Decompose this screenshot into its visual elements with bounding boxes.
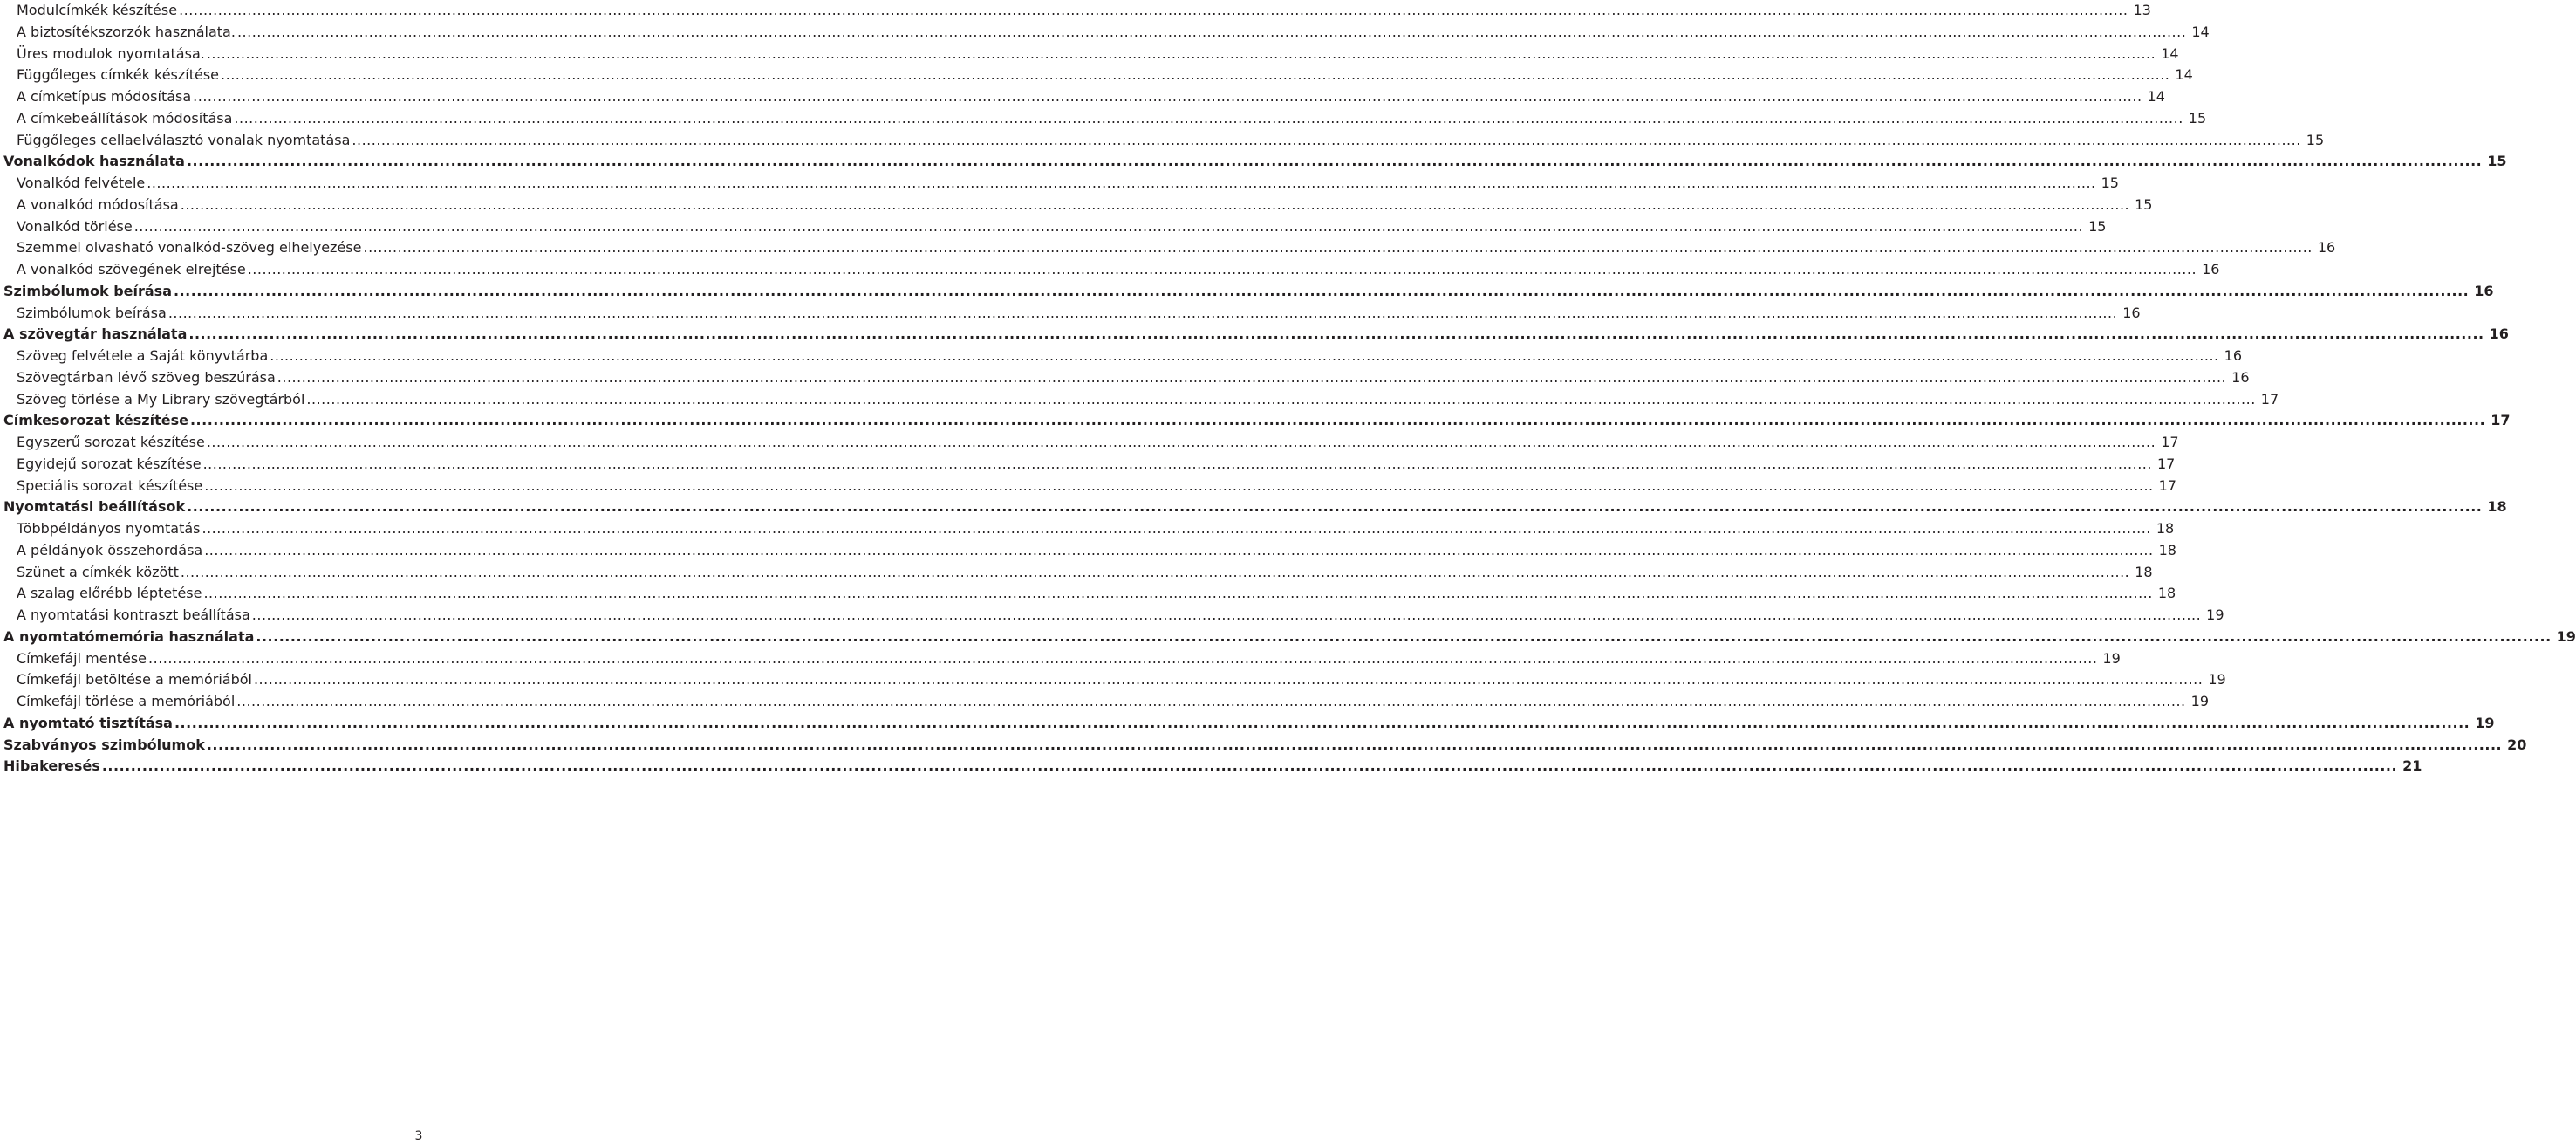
dot-leader: [254, 669, 2203, 691]
toc-entry-title: Többpéldányos nyomtatás: [17, 520, 201, 537]
toc-entry-page-number: 18: [2156, 520, 2175, 537]
dot-leader: [207, 432, 2156, 454]
dot-leader: [277, 367, 2226, 389]
toc-subsection-entry[interactable]: [3, 583, 2176, 605]
toc-entry-page-number: 14: [2175, 66, 2193, 84]
dot-leader: [181, 195, 2129, 216]
toc-subsection-entry[interactable]: [3, 86, 2165, 108]
toc-entry-page-number: 18: [2487, 498, 2507, 516]
toc-section-entry[interactable]: [3, 151, 2507, 173]
dot-leader: [203, 454, 2152, 476]
toc-subsection-entry[interactable]: [3, 237, 2336, 259]
toc-entry-page-number: 19: [2190, 693, 2209, 709]
dot-leader: [147, 173, 2095, 195]
toc-entry-title: Hibakeresés: [3, 757, 100, 775]
toc-entry-title: Függőleges címkék készítése: [17, 66, 220, 84]
toc-subsection-entry[interactable]: [3, 303, 2141, 325]
toc-entry-title: Szabványos szimbólumok: [3, 736, 205, 753]
toc-entry-title: Szövegtárban lévő szöveg beszúrása: [17, 368, 276, 386]
toc-subsection-entry[interactable]: [3, 605, 2224, 627]
toc-entry-title: Szöveg törlése a My Library szövegtárból: [17, 390, 305, 408]
toc-entry-page-number: 19: [2206, 606, 2224, 623]
toc-entry-title: A címketípus módosítása: [17, 88, 192, 105]
toc-entry-page-number: 19: [2102, 649, 2121, 667]
toc-entry-page-number: 14: [2147, 88, 2165, 105]
toc-entry-title: Címkefájl mentése: [17, 649, 147, 667]
toc-entry-title: Modulcímkék készítése: [17, 2, 178, 18]
toc-entry-title: A nyomtatási kontraszt beállítása: [17, 606, 250, 623]
toc-subsection-entry[interactable]: [3, 454, 2176, 476]
toc-subsection-entry[interactable]: [3, 130, 2325, 152]
toc-entry-title: Szöveg felvétele a Saját könyvtárba: [17, 347, 269, 364]
toc-entry-title: A példányok összehordása: [17, 541, 203, 558]
toc-entry-page-number: 15: [2487, 153, 2507, 170]
toc-entry-page-number: 18: [2158, 541, 2176, 558]
toc-entry-page-number: 17: [2491, 412, 2511, 429]
toc-entry-title: Szemmel olvasható vonalkód-szöveg elhelyezése: [17, 239, 362, 257]
toc-entry-page-number: 19: [2475, 714, 2495, 731]
dot-leader: [203, 583, 2152, 605]
page-number: 3: [414, 1129, 423, 1143]
toc-entry-title: Szimbólumok beírása: [3, 282, 172, 299]
dot-leader: [188, 324, 2484, 346]
toc-entry-page-number: 16: [2489, 325, 2509, 343]
dot-leader: [236, 691, 2185, 713]
dot-leader: [252, 605, 2201, 627]
toc-subsection-entry[interactable]: [3, 216, 2107, 238]
dot-leader: [204, 476, 2153, 497]
toc-entry-title: Szünet a címkék között: [17, 563, 179, 580]
toc-subsection-entry[interactable]: [3, 518, 2175, 540]
dot-leader: [174, 281, 2469, 303]
toc-subsection-entry[interactable]: [3, 648, 2121, 670]
toc-entry-title: A szalag előrébb léptetése: [17, 585, 202, 602]
toc-entry-page-number: 16: [2231, 368, 2250, 386]
toc-entry-page-number: 13: [2133, 2, 2151, 18]
toc-entry-title: A nyomtató tisztítása: [3, 714, 173, 731]
toc-entry-title: Üres modulok nyomtatása.: [17, 45, 205, 62]
toc-entry-page-number: 14: [2191, 23, 2210, 40]
toc-entry-title: Címkesorozat készítése: [3, 412, 188, 429]
toc-entry-page-number: 17: [2260, 390, 2279, 408]
toc-entry-page-number: 15: [2101, 175, 2119, 191]
toc-subsection-entry[interactable]: [3, 173, 2119, 195]
toc-subsection-entry[interactable]: [3, 367, 2250, 389]
toc-entry-page-number: 20: [2507, 736, 2527, 753]
toc-section-entry[interactable]: [3, 324, 2509, 346]
toc-entry-page-number: 14: [2161, 45, 2179, 62]
dot-leader: [181, 562, 2129, 584]
toc-subsection-entry[interactable]: [3, 22, 2210, 44]
toc-entry-title: Speciális sorozat készítése: [17, 476, 203, 494]
dot-leader: [256, 627, 2551, 648]
dot-leader: [102, 756, 2397, 778]
toc-subsection-entry[interactable]: [3, 259, 2220, 281]
toc-entry-title: Egyidejű sorozat készítése: [17, 455, 202, 472]
toc-section-entry[interactable]: [3, 281, 2494, 303]
toc-entry-page-number: 21: [2402, 757, 2422, 775]
toc-section-entry[interactable]: [3, 627, 2576, 648]
toc-entry-title: A szövegtár használata: [3, 325, 188, 343]
toc-section-entry[interactable]: [3, 713, 2495, 735]
toc-entry-page-number: 18: [2157, 585, 2176, 602]
toc-subsection-entry[interactable]: [3, 691, 2209, 713]
toc-section-entry[interactable]: [3, 410, 2511, 432]
dot-leader: [134, 216, 2083, 238]
dot-leader: [237, 22, 2186, 44]
toc-subsection-entry[interactable]: [3, 669, 2226, 691]
toc-entry-title: Vonalkódok használata: [3, 153, 185, 170]
toc-entry-page-number: 16: [2202, 261, 2220, 277]
dot-leader: [363, 237, 2312, 259]
dot-leader: [207, 44, 2156, 65]
dot-leader: [179, 0, 2128, 22]
toc-entry-title: A vonalkód módosítása: [17, 195, 179, 213]
toc-entry-title: Nyomtatási beállítások: [3, 498, 186, 516]
toc-entry-title: A nyomtatómemória használata: [3, 627, 255, 645]
dot-leader: [190, 410, 2485, 432]
dot-leader: [148, 648, 2097, 670]
toc-entry-page-number: 19: [2208, 671, 2226, 688]
toc-subsection-entry[interactable]: [3, 195, 2153, 216]
dot-leader: [221, 65, 2169, 86]
toc-section-entry[interactable]: [3, 497, 2507, 518]
dot-leader: [202, 518, 2150, 540]
toc-entry-title: Címkefájl törlése a memóriából: [17, 693, 236, 709]
toc-entry-page-number: 15: [2306, 131, 2325, 148]
dot-leader: [187, 151, 2482, 173]
toc-section-entry[interactable]: [3, 756, 2422, 778]
toc-entry-title: A címkebeállítások módosítása: [17, 109, 233, 127]
toc-entry-page-number: 16: [2474, 282, 2494, 299]
toc-subsection-entry[interactable]: [3, 476, 2176, 497]
toc-entry-page-number: 15: [2088, 217, 2107, 235]
toc-entry-page-number: 16: [2122, 304, 2141, 321]
toc-entry-title: Vonalkód törlése: [17, 217, 133, 235]
toc-subsection-entry[interactable]: [3, 432, 2179, 454]
toc-entry-title: A biztosítékszorzók használata.: [17, 23, 236, 40]
toc-subsection-entry[interactable]: [3, 389, 2279, 411]
dot-leader: [187, 497, 2482, 518]
toc-subsection-entry[interactable]: [3, 108, 2207, 130]
toc-subsection-entry[interactable]: [3, 65, 2193, 86]
dot-leader: [306, 389, 2255, 411]
dot-leader: [207, 735, 2502, 757]
toc-entry-page-number: 17: [2161, 434, 2179, 450]
table-of-contents: [3, 0, 2576, 778]
toc-subsection-entry[interactable]: [3, 44, 2179, 65]
toc-subsection-entry[interactable]: [3, 0, 2151, 22]
dot-leader: [204, 540, 2153, 562]
toc-entry-page-number: 16: [2317, 239, 2336, 257]
toc-subsection-entry[interactable]: [3, 540, 2176, 562]
dot-leader: [174, 713, 2470, 735]
dot-leader: [248, 259, 2197, 281]
toc-subsection-entry[interactable]: [3, 562, 2153, 584]
toc-entry-title: Szimbólumok beírása: [17, 304, 167, 321]
toc-section-entry[interactable]: [3, 735, 2527, 757]
toc-entry-title: A vonalkód szövegének elrejtése: [17, 261, 246, 277]
toc-entry-page-number: 17: [2156, 455, 2176, 472]
toc-entry-page-number: 16: [2224, 347, 2242, 364]
dot-leader: [193, 86, 2142, 108]
dot-leader: [168, 303, 2117, 325]
toc-entry-title: Egyszerű sorozat készítése: [17, 434, 205, 450]
toc-entry-page-number: 15: [2188, 109, 2207, 127]
toc-entry-title: Vonalkód felvétele: [17, 175, 146, 191]
dot-leader: [352, 130, 2300, 152]
dot-leader: [270, 346, 2218, 367]
toc-entry-title: Függőleges cellaelválasztó vonalak nyomtatása: [17, 131, 351, 148]
toc-entry-page-number: 18: [2135, 563, 2153, 580]
toc-entry-page-number: 17: [2158, 476, 2176, 494]
toc-entry-title: Címkefájl betöltése a memóriából: [17, 671, 252, 688]
toc-entry-page-number: 19: [2556, 627, 2576, 645]
toc-subsection-entry[interactable]: [3, 346, 2242, 367]
dot-leader: [234, 108, 2183, 130]
toc-entry-page-number: 15: [2135, 195, 2153, 213]
